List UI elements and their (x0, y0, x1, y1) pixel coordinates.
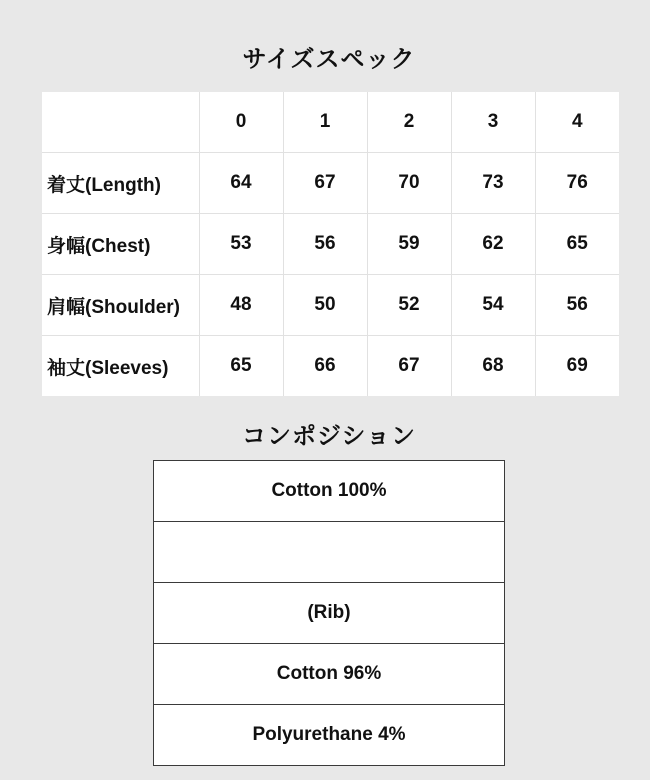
table-cell: 67 (367, 336, 451, 397)
table-cell: 52 (367, 275, 451, 336)
table-cell: 50 (283, 275, 367, 336)
table-cell: 48 (199, 275, 283, 336)
size-column-header: 1 (283, 92, 367, 153)
row-label-chest: 身幅(Chest) (42, 214, 199, 275)
row-label-shoulder: 肩幅(Shoulder) (42, 275, 199, 336)
row-label-length: 着丈(Length) (42, 153, 199, 214)
size-column-header: 2 (367, 92, 451, 153)
size-spec-title: サイズスペック (242, 46, 416, 73)
composition-table (153, 460, 505, 766)
table-cell: 62 (451, 214, 535, 275)
table-cell: 53 (199, 214, 283, 275)
table-row (42, 336, 619, 397)
table-row (154, 583, 505, 644)
table-cell: 69 (535, 336, 619, 397)
size-spec-table (42, 92, 619, 396)
table-cell: 68 (451, 336, 535, 397)
table-row (154, 644, 505, 705)
table-cell: 59 (367, 214, 451, 275)
table-row (154, 705, 505, 766)
table-cell: 64 (199, 153, 283, 214)
table-cell: 66 (283, 336, 367, 397)
table-row (42, 214, 619, 275)
corner-cell (42, 92, 199, 153)
size-column-header: 0 (199, 92, 283, 153)
table-row (154, 461, 505, 522)
size-column-header: 3 (451, 92, 535, 153)
composition-cell (154, 522, 505, 583)
composition-cell: (Rib) (154, 583, 505, 644)
table-cell: 56 (283, 214, 367, 275)
table-row (42, 153, 619, 214)
table-cell: 65 (199, 336, 283, 397)
table-cell: 70 (367, 153, 451, 214)
table-cell: 56 (535, 275, 619, 336)
table-row (42, 275, 619, 336)
table-cell: 73 (451, 153, 535, 214)
table-cell: 54 (451, 275, 535, 336)
composition-cell: Cotton 100% (154, 461, 505, 522)
row-label-sleeves: 袖丈(Sleeves) (42, 336, 199, 397)
table-cell: 67 (283, 153, 367, 214)
composition-cell: Cotton 96% (154, 644, 505, 705)
size-column-header: 4 (535, 92, 619, 153)
table-cell: 65 (535, 214, 619, 275)
composition-title: コンポジション (242, 423, 416, 450)
table-cell: 76 (535, 153, 619, 214)
size-header-row (42, 92, 619, 153)
composition-cell: Polyurethane 4% (154, 705, 505, 766)
table-row (154, 522, 505, 583)
